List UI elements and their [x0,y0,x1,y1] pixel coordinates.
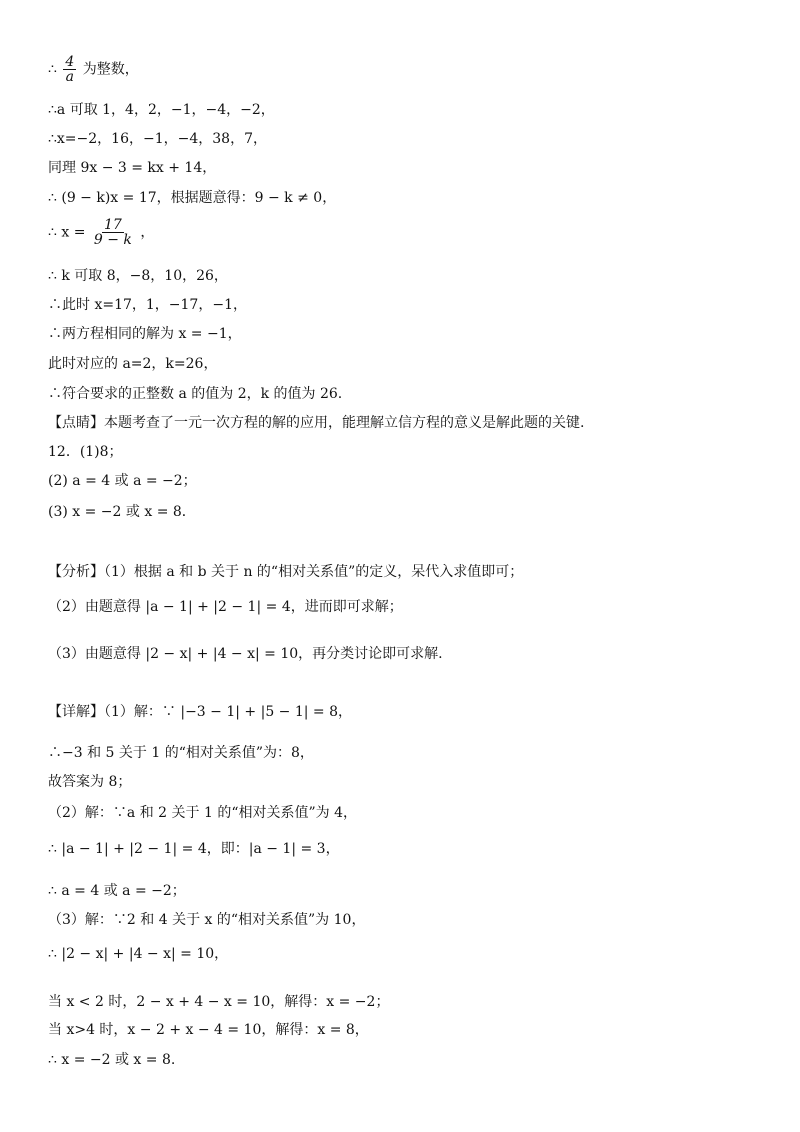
line-12: 【点睛】本题考查了一元一次方程的解的应用，能理解立信方程的意义是解此题的关键. [48,415,585,431]
fraction-denominator: a [65,69,75,85]
line-21: 故答案为 8； [48,774,132,790]
line-17: （2）由题意得 |a − 1| + |2 − 1| = 4，进而即可求解； [48,599,403,615]
line-19: 【详解】（1）解：∵ |−3 − 1| + |5 − 1| = 8， [48,704,353,720]
line-26: ∴ |2 − x| + |4 − x| = 10， [48,946,229,962]
fraction-denominator: 9 − k [93,232,132,248]
line-3: ∴x=−2，16，−1，−4，38，7， [48,131,267,147]
fraction-numerator: 17 [103,217,122,233]
line-13: 12．(1)8； [48,444,123,460]
line-28: 当 x>4 时，x − 2 + x − 4 = 10，解得：x = 8， [48,1022,369,1038]
line-27: 当 x < 2 时，2 − x + 4 − x = 10，解得：x = −2； [48,994,390,1010]
line-15: (3) x = −2 或 x = 8． [48,504,196,520]
fraction-4-over-a [63,55,76,84]
line-22: （2）解：∵a 和 2 关于 1 的“相对关系值”为 4， [48,805,357,821]
line-8: ∴此时 x=17，1，−17，−1， [48,297,247,313]
line-16: 【分析】（1）根据 a 和 b 关于 n 的“相对关系值”的定义，呆代入求值即可； [48,564,524,580]
line-23: ∴ |a − 1| + |2 − 1| = 4，即：|a − 1| = 3， [48,841,340,857]
line-5: ∴ (9 − k)x = 17，根据题意得：9 − k ≠ 0， [48,190,337,206]
line-1 [48,55,139,84]
x-equals: ∴ x = [48,224,86,241]
line-14: (2) a = 4 或 a = −2； [48,473,197,489]
line-24: ∴ a = 4 或 a = −2； [48,883,186,899]
fraction-17-over-9-minus-k [92,218,134,247]
line-4: 同理 9x − 3 = kx + 14， [48,160,217,176]
fraction-numerator: 4 [65,54,75,70]
line-25: （3）解：∵2 和 4 关于 x 的“相对关系值”为 10， [48,912,366,928]
line-6-text: ， [140,224,155,241]
therefore-symbol: ∴ [48,61,57,78]
line-6 [48,218,154,247]
line-7: ∴ k 可取 8，−8，10，26， [48,268,228,284]
line-2: ∴a 可取 1，4，2，−1，−4，−2， [48,102,275,118]
line-1-text: 为整数， [82,61,139,78]
line-20: ∴−3 和 5 关于 1 的“相对关系值”为：8， [48,745,314,761]
line-29: ∴ x = −2 或 x = 8. [48,1052,176,1068]
line-18: （3）由题意得 |2 − x| + |4 − x| = 10，再分类讨论即可求解. [48,646,443,662]
line-10: 此时对应的 a=2，k=26， [48,356,218,372]
line-11: ∴符合要求的正整数 a 的值为 2，k 的值为 26. [48,386,343,402]
line-9: ∴两方程相同的解为 x = −1， [48,326,242,342]
